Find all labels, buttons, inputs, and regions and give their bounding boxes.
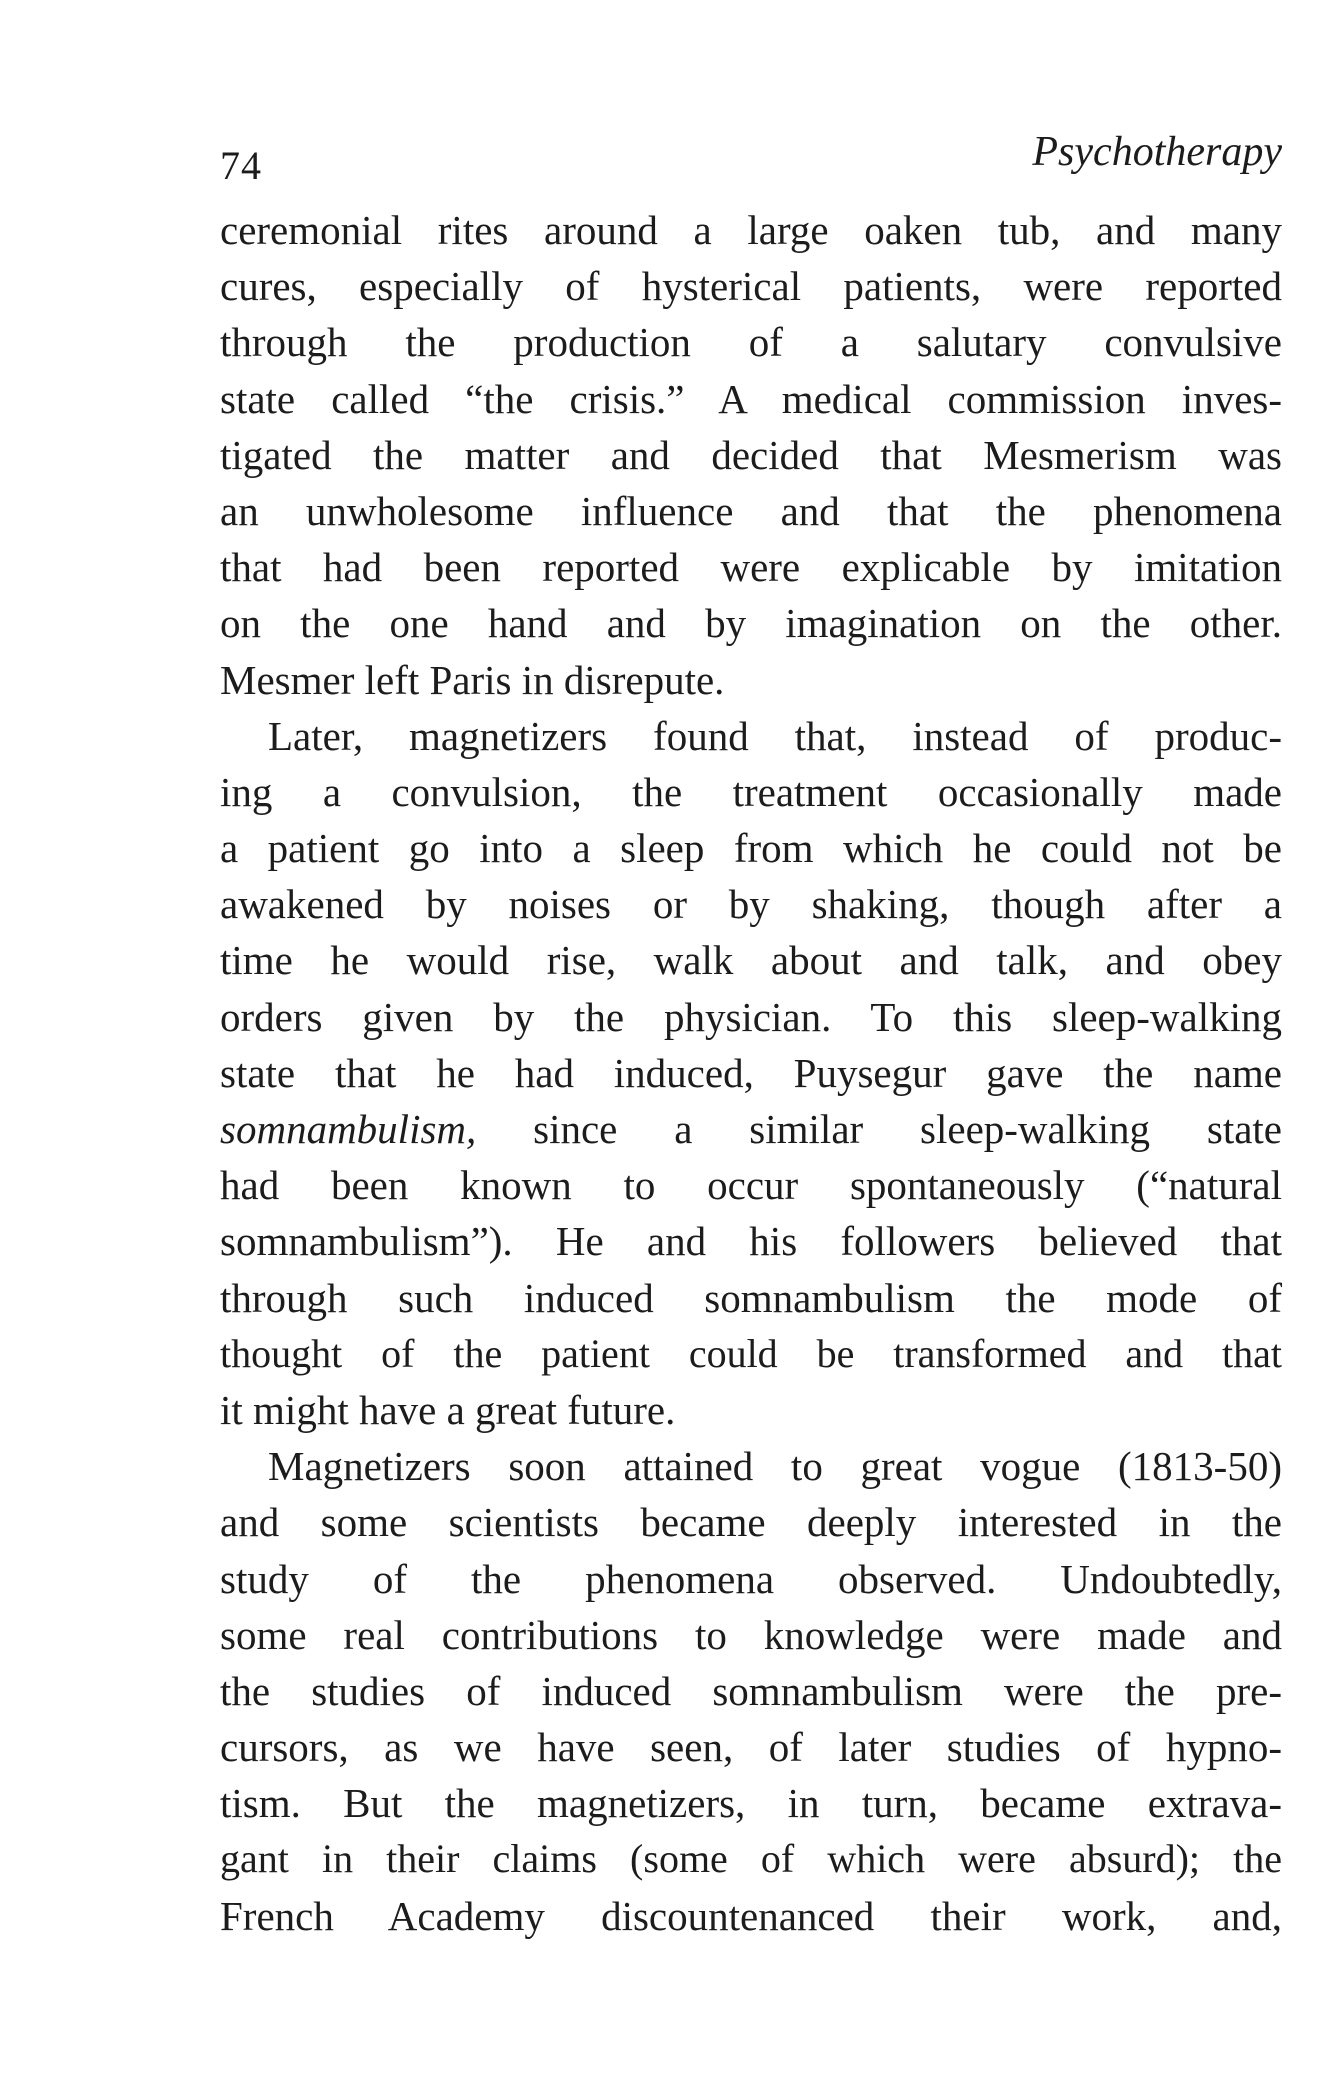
text-line: study of the phenomena observed. Undoubtedly, (220, 1555, 1282, 1602)
text-line: tism. But the magnetizers, in turn, became extrava- (220, 1780, 1282, 1827)
body-text (220, 202, 1282, 1944)
text-line: tigated the matter and decided that Mesmerism was (220, 431, 1282, 478)
text-line: it might have a great future. (220, 1386, 676, 1433)
running-head (220, 128, 1282, 188)
text-line: an unwholesome influence and that the phenomena (220, 487, 1282, 534)
text-line: somnambulism”). He and his followers believed that (220, 1218, 1282, 1265)
paragraph-2 (220, 708, 1282, 1438)
paragraph-3 (220, 1438, 1282, 1944)
text-line: on the one hand and by imagination on the other. (220, 600, 1282, 647)
text-line: time he would rise, walk about and talk, and obey (220, 937, 1282, 984)
text-line: ceremonial rites around a large oaken tub, and many (220, 207, 1282, 253)
text-line: cures, especially of hysterical patients, were reported (220, 263, 1282, 310)
text-line: Magnetizers soon attained to great vogue (1813-50) (268, 1443, 1282, 1490)
text-line: some real contributions to knowledge were made and (220, 1611, 1282, 1658)
text-line: Mesmer left Paris in disrepute. (220, 656, 725, 703)
text-line: awakened by noises or by shaking, though after a (220, 881, 1282, 928)
text-line: that had been reported were explicable by imitation (220, 544, 1282, 591)
text-line: orders given by the physician. To this sleep-walking (220, 993, 1282, 1040)
running-title: Psychotherapy (1032, 129, 1282, 175)
text-line: gant in their claims (some of which were absurd); the (220, 1836, 1282, 1882)
page-number: 74 (220, 143, 262, 188)
text-line: Later, magnetizers found that, instead of produc- (268, 712, 1282, 759)
text-line: through such induced somnambulism the mode of (220, 1274, 1282, 1321)
text-line: cursors, as we have seen, of later studies of hypno- (220, 1724, 1282, 1771)
text-line: the studies of induced somnambulism were the pre- (220, 1667, 1282, 1714)
text-line: had been known to occur spontaneously (“natural (220, 1162, 1282, 1209)
text-line: state that he had induced, Puysegur gave the name (220, 1049, 1282, 1096)
italic-term: somnambulism, (220, 1106, 477, 1152)
text-line: thought of the patient could be transformed and that (220, 1330, 1282, 1376)
text-line: through the production of a salutary convulsive (220, 319, 1282, 366)
paragraph-1 (220, 202, 1282, 708)
text-fragment: since a similar sleep-walking state (533, 1106, 1282, 1152)
text-line: and some scientists became deeply interested in the (220, 1499, 1282, 1546)
text-line: ing a convulsion, the treatment occasionally made (220, 768, 1282, 815)
text-line-with-italic (220, 1101, 1282, 1157)
text-line: French Academy discountenanced their work, and, (220, 1892, 1282, 1939)
text-line: state called “the crisis.” A medical commission inves- (220, 375, 1282, 422)
text-line: a patient go into a sleep from which he could not be (220, 825, 1282, 872)
